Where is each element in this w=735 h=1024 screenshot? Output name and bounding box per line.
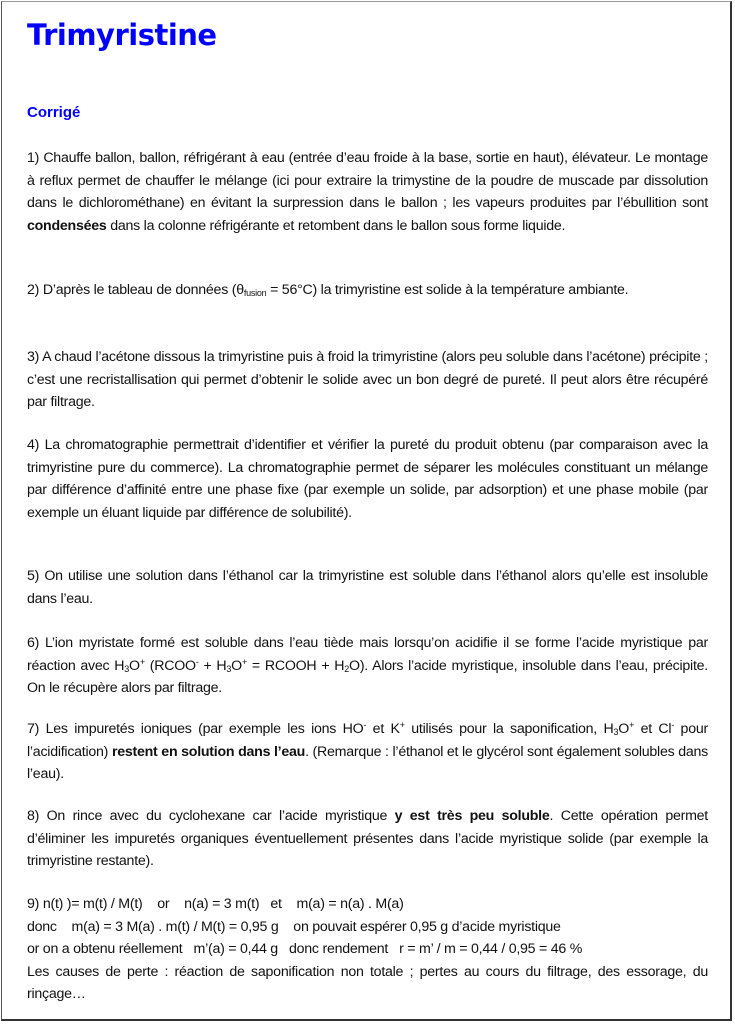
answer-text: utilisés pour la saponification, H [404,721,614,737]
answer-8 [27,805,708,873]
answer-text: L’ion myristate formé est soluble dans l’eau tiède mais lorsqu’on acidifie il se forme l’acide myristique par réaction avec H [27,635,708,674]
answer-number: 4) [27,437,40,453]
answer-number: 5) [27,568,40,584]
answer-number: 2) [27,282,40,298]
answer-text: + H [198,657,227,674]
answer-6 [27,632,708,700]
answer-number: 6) [27,635,40,651]
calculation-line: donc m(a) = 3 M(a) . m(t) / M(t) = 0,95 g on pouvait espérer 0,95 g d’acide myristique [27,918,561,935]
answer-text: = RCOOH + H [246,657,345,674]
subscript: 2 [344,663,350,674]
answer-text: . (Remarque : l’éthanol et le glycérol sont également solubles dans l’eau). [27,743,708,783]
answer-text: = 56°C) la trimyristine est solide à la température ambiante. [266,282,629,298]
answer-text: O [618,721,630,737]
answer-text: . Cette opération permet d’éliminer les impuretés organiques éventuellement présentes dans l’acide myristique solide (par exemple la trimyristine restante). [27,808,708,870]
superscript: + [629,720,635,730]
answer-4 [27,434,708,524]
answer-2 [27,279,708,302]
answer-number: 9) [27,896,40,912]
answer-number: 7) [27,721,40,737]
answer-text: A chaud l’acétone dissous la trimyristine puis à froid la trimyristine (alors peu soluble dans l’acétone) précipite ; c’est une recristallisation qui permet d’obtenir le solide avec un bon degré de pureté. Il peut alors être récupéré par filtrage. [27,349,708,411]
calculation-line: n(t) )= m(t) / M(t) or n(a) = 3 m(t) et m(a) = n(a) . M(a) [42,896,404,912]
answer-text: D’après le tableau de données (θ [42,282,244,298]
answer-text: On rince avec du cyclohexane car l’acide myristique [46,808,388,824]
answer-1 [27,147,708,237]
answer-text: O [231,657,242,674]
loss-causes: Les causes de perte : réaction de saponification non totale ; pertes au cours du filtrage, des essorage, du rinçage… [27,963,708,1003]
superscript: + [241,656,247,667]
answer-number: 3) [27,349,40,365]
answer-text: et Cl [640,721,672,737]
bold-text: restent en solution dans l’eau [111,743,306,760]
answer-text: (RCOO [144,657,196,674]
subscript: fusion [243,288,267,298]
bold-text: y est très peu soluble [394,808,550,824]
superscript: + [399,720,405,730]
answer-number: 1) [27,150,40,166]
superscript: - [671,720,675,730]
subscript: 3 [124,663,130,674]
section-heading-corrige: Corrigé [27,104,81,121]
answer-number: 8) [27,808,40,824]
subscript: 3 [226,663,232,674]
answer-text: Chauffe ballon, ballon, réfrigérant à eau (entrée d’eau froide à la base, sortie en haut), élévateur. Le montage à reflux permet de chauffer le mélange (ici pour extraire la trimystine de la poudre de muscade par dissolution dans le dichlorométhane) en évitant la surpression dans le ballon ; les vapeurs produites par l’ébullition sont [27,150,708,212]
answer-text: La chromatographie permettrait d’identifier et vérifier la pureté du produit obtenu (par comparaison avec la trimyristine pure du commerce). La chromatographie permet de séparer les molécules constituant un mélange par différence d’affinité entre une phase fixe (par exemple un solide, par adsorption) et une phase mobile (par exemple un éluant liquide par différence de solubilité). [27,437,708,521]
answer-text: O [129,657,140,674]
yield-line: or on a obtenu réellement m’(a) = 0,44 g donc rendement r = m’ / m = 0,44 / 0,95 = 46 % [27,941,583,958]
superscript: - [363,720,367,730]
bold-text: condensées [27,217,107,234]
answer-text: Les impuretés ioniques (par exemple les ions HO [45,721,364,737]
answer-7 [27,718,708,786]
superscript: - [195,656,199,667]
subscript: 3 [613,727,619,737]
answer-text: et K [366,721,400,737]
answer-5 [27,565,708,610]
document-title: Trimyristine [27,18,217,52]
answer-text: On utilise une solution dans l’éthanol car la trimyristine est soluble dans l’éthanol alors qu’elle est insoluble dans l’eau. [27,568,708,607]
superscript: + [139,656,145,667]
answer-text: pour l’acidification) [27,721,708,760]
answer-text: dans la colonne réfrigérante et retombent dans le ballon sous forme liquide. [110,217,566,234]
answer-3 [27,346,708,414]
answer-text: O). Alors l’acide myristique, insoluble dans l’eau, précipite. On le récupère alors par filtrage. [27,657,708,697]
answer-9 [27,893,708,1006]
